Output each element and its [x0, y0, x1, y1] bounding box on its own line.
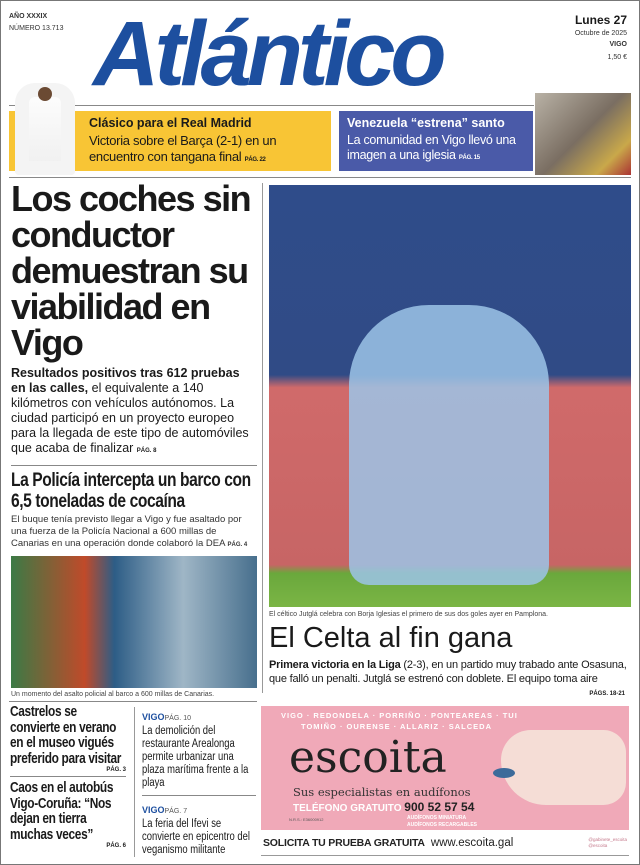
- ad-social: @escoita: [588, 843, 608, 848]
- ad-url[interactable]: www.escoita.gal: [430, 837, 514, 849]
- celta-body: [269, 658, 631, 686]
- page-ref: PÁG. 7: [164, 808, 188, 815]
- teaser-venezuela[interactable]: [339, 111, 533, 171]
- ad-brand: escoita: [289, 732, 447, 783]
- brief-castrelos[interactable]: Castrelos se convierte en verano en el museo vigués preferido para visitar: [10, 704, 122, 767]
- ad-cta: SOLICITA TU PRUEBA GRATUITA: [263, 837, 425, 849]
- police-body: [11, 514, 257, 551]
- celta-headline[interactable]: El Celta al fin gana: [269, 622, 513, 654]
- celta-bold: Primera victoria en la Liga: [269, 659, 401, 671]
- ad-social: @gabinete_escoita: [588, 837, 627, 842]
- celta-text: (2-3), en un partido muy trabado ante Osasuna, que falló un penalti. Jutglá se estrenó con doblete. El equipo toma aire: [269, 659, 627, 685]
- teaser-body: Victoria sobre el Barça (2-1) en un encuentro con tangana final: [89, 133, 277, 164]
- procession-photo: [535, 93, 631, 175]
- police-text: El buque tenía previsto llegar a Vigo y fue asaltado por una fuerza de la Policía Nacional a 600 millas de Canarias en una operación donde colaboró la DEA: [11, 514, 242, 549]
- footballer-photo: [15, 83, 75, 175]
- teaser-title: Clásico para el Real Madrid: [89, 116, 252, 130]
- police-headline[interactable]: La Policía intercepta un barco con 6,5 toneladas de cocaína: [11, 470, 251, 512]
- police-caption: Un momento del asalto policial al barco a 600 millas de Canarias.: [11, 691, 215, 698]
- issue-day: Lunes 27: [574, 13, 627, 27]
- ad-reg: N.R.S.: E36000912: [289, 817, 324, 822]
- page-ref: PÁGS. 18-21: [589, 691, 625, 697]
- issue-date: Octubre de 2025: [574, 30, 627, 37]
- page-ref: PÁG. 4: [227, 542, 248, 548]
- page-ref: PÁG. 15: [458, 155, 480, 161]
- brief-arealonga[interactable]: La demolición del restaurante Arealonga permite urbanizar una plaza marítima frente a la playa: [142, 725, 249, 789]
- celta-photo: [269, 185, 631, 607]
- ad-towns: TOMIÑO · OURENSE · ALLARIZ · SALCEDA: [301, 722, 492, 731]
- page-ref: PÁG. 8: [136, 448, 157, 454]
- section-label: VIGO: [142, 712, 165, 722]
- ad-feature: AUDÍFONOS MINIATURA: [407, 815, 467, 821]
- newspaper-logo[interactable]: Atlántico: [93, 3, 442, 105]
- price: 1,50 €: [607, 54, 627, 61]
- lead-headline[interactable]: Los coches sin conductor demuestran su viabilidad en Vigo: [11, 178, 251, 363]
- ad-tagline: Sus especialistas en audífonos: [293, 785, 471, 799]
- boat-photo: [11, 556, 257, 688]
- hand-with-hearing-aid-image: [501, 730, 626, 805]
- lead-text: el equivalente a 140 kilómetros con vehículos autónomos. La ciudad participó en un proyecto europeo para la llegada de este tipo de automóviles que acaba de finalizar: [11, 381, 249, 455]
- teaser-body: La comunidad en Vigo llevó una imagen a una iglesia: [347, 133, 516, 162]
- escoita-ad[interactable]: [261, 706, 629, 856]
- ad-feature: AUDÍFONOS RECARGABLES: [407, 822, 478, 828]
- section-label: VIGO: [142, 805, 165, 815]
- brief-autobus[interactable]: Caos en el autobús Vigo-Coruña: “Nos dejan en tierra muchas veces”: [10, 780, 114, 843]
- page-ref: PÁG. 3: [106, 767, 126, 773]
- year-label: AÑO XXXIX: [9, 13, 48, 20]
- brief-ifevi[interactable]: La feria del Ifevi se convierte en epicentro del veganismo militante: [142, 818, 250, 856]
- ad-phone-label: TELÉFONO GRATUITO: [293, 803, 402, 814]
- celta-caption: El céltico Jutglá celebra con Borja Iglesias el primero de sus dos goles ayer en Pamplona.: [269, 611, 548, 618]
- page-ref: PÁG. 6: [106, 843, 126, 849]
- page-ref: PÁG. 10: [164, 715, 191, 722]
- edition-city: VIGO: [609, 41, 627, 48]
- teaser-title: Venezuela “estrena” santo: [347, 116, 505, 130]
- ad-phone[interactable]: 900 52 57 54: [404, 800, 475, 814]
- page-ref: PÁG. 22: [244, 157, 266, 163]
- lead-body: [11, 366, 257, 459]
- lead-bold: Resultados positivos tras 612 pruebas en las calles,: [11, 366, 240, 395]
- issue-number: NÚMERO 13.713: [9, 25, 64, 32]
- ad-towns: VIGO · REDONDELA · PORRIÑO · PONTEAREAS · TUI: [281, 711, 518, 720]
